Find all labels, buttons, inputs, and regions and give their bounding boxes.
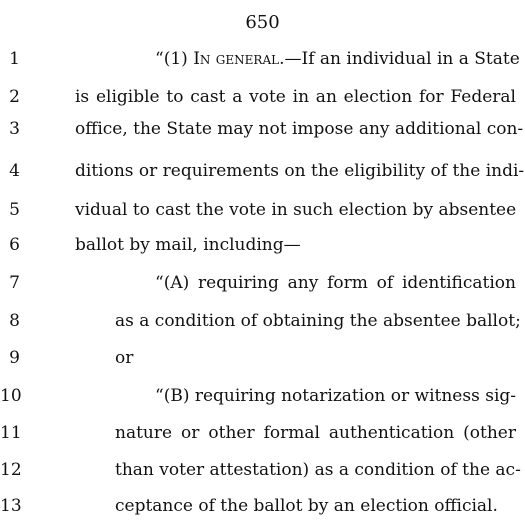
line-text: “(A) requiring any form of identification: [155, 273, 516, 293]
line-text: office, the State may not impose any additional con-: [75, 119, 524, 139]
line-text: or: [115, 348, 134, 368]
line-text: ceptance of the ballot by an election official.: [115, 496, 498, 516]
text-line: [0, 381, 525, 411]
text-line: [0, 306, 525, 336]
line-text: “(B) requiring notarization or witness sig-: [155, 386, 517, 406]
text-line: [0, 195, 525, 225]
line-number: 7: [9, 273, 20, 293]
text-line: [0, 230, 525, 260]
line-number: 11: [0, 423, 22, 443]
line-number: 12: [0, 460, 22, 480]
text-line: [0, 44, 525, 74]
line-number: 9: [9, 348, 20, 368]
paragraph-heading: In general: [193, 49, 280, 69]
line-text: ballot by mail, including—: [75, 235, 301, 255]
text-line: [0, 268, 525, 298]
line-number: 1: [9, 49, 20, 69]
line-text: is eligible to cast a vote in an election for Federal: [75, 87, 516, 107]
line-text: nature or other formal authentication (other: [115, 423, 516, 443]
line-number: 13: [0, 496, 22, 516]
text-line: [0, 82, 525, 112]
text-line: [0, 455, 525, 485]
line-text: vidual to cast the vote in such election by absentee: [75, 200, 517, 220]
text-line: [0, 156, 525, 186]
line-text: ditions or requirements on the eligibility of the indi-: [75, 161, 525, 181]
line-text: as a condition of obtaining the absentee ballot;: [115, 311, 521, 331]
text-line: [0, 114, 525, 144]
line-number: 4: [9, 161, 20, 181]
text-line: [0, 491, 525, 521]
line-text: than voter attestation) as a condition of the ac-: [115, 460, 521, 480]
line-text-content: .—If an individual in a State: [279, 49, 520, 69]
line-number: 5: [9, 200, 20, 220]
text-line: [0, 343, 525, 373]
line-number: 10: [0, 386, 22, 406]
paragraph-label: “(1): [155, 49, 194, 69]
line-number: 6: [9, 235, 20, 255]
line-text: [155, 44, 520, 74]
page-number: 650: [245, 12, 280, 33]
line-number: 3: [9, 119, 20, 139]
text-line: [0, 418, 525, 448]
line-number: 8: [9, 311, 20, 331]
line-number: 2: [9, 87, 20, 107]
